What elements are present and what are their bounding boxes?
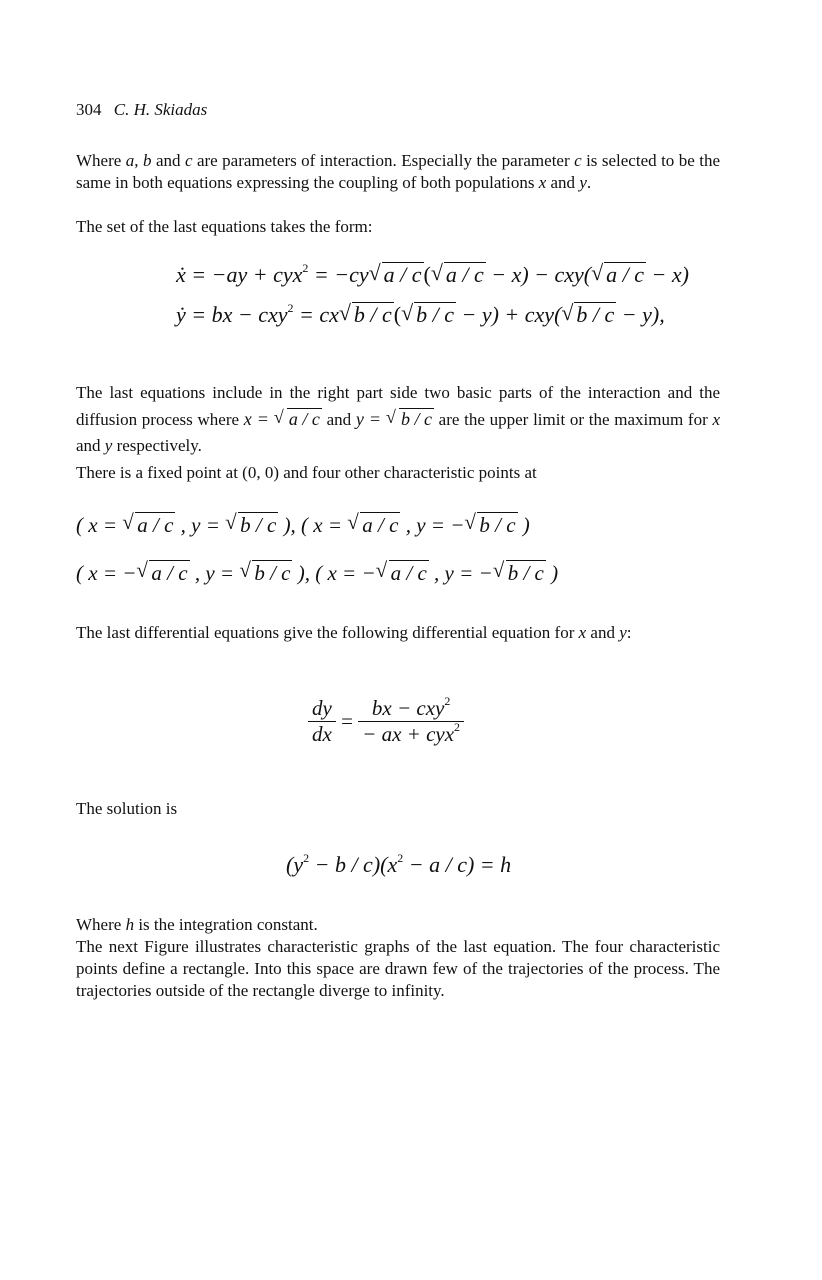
- radicand: b / c: [479, 513, 516, 537]
- text: is the integration constant.: [134, 915, 318, 934]
- radicand: b / c: [416, 302, 454, 327]
- var-y: y: [104, 436, 113, 455]
- eq-part: x =: [243, 409, 274, 429]
- text: and: [321, 410, 356, 429]
- radicand: a / c: [151, 561, 188, 585]
- radicand: a / c: [390, 561, 427, 585]
- eq-part: , y = −: [428, 561, 493, 585]
- sqrt: [136, 560, 189, 586]
- paragraph-fixed-point: [76, 462, 720, 484]
- sqrt: [561, 302, 616, 328]
- eq-part: (y: [286, 852, 304, 877]
- eq-part: − b / c)(x: [309, 852, 398, 877]
- radicand: b / c: [507, 561, 544, 585]
- denominator: dx: [312, 722, 332, 746]
- equation-y-dot: [176, 302, 665, 328]
- sqrt: [464, 512, 517, 538]
- exponent: 2: [444, 694, 451, 708]
- page-number: 304: [76, 100, 102, 119]
- text: The set of the last equations takes the form:: [76, 217, 373, 236]
- text: The solution is: [76, 799, 178, 818]
- sqrt: [431, 262, 486, 288]
- running-header: [76, 100, 207, 120]
- fraction-dy-dx: [308, 696, 336, 747]
- ode-equation: [308, 696, 464, 747]
- eq-part: − x): [646, 262, 689, 287]
- running-author: C. H. Skiadas: [113, 100, 208, 119]
- paragraph-parameters: [76, 150, 720, 194]
- eq-part: ( x = −: [76, 561, 137, 585]
- exponent: 2: [397, 851, 404, 865]
- sqrt: [401, 302, 456, 328]
- eq-part: − ax + cyx: [362, 722, 455, 746]
- paragraph-differential-equation: [76, 622, 720, 644]
- text: are the upper limit or the maximum for: [433, 410, 713, 429]
- var-c: c: [184, 151, 193, 170]
- sqrt: [591, 262, 646, 288]
- text: respectively.: [112, 436, 202, 455]
- text: The last equations include in the right part side two basic parts of the interaction and the diffusion process where: [76, 383, 720, 429]
- eq-part: ), ( x = −: [292, 561, 376, 585]
- text: and: [586, 623, 620, 642]
- sqrt: [225, 512, 278, 538]
- fraction-rhs: [358, 696, 464, 747]
- sqrt: [376, 560, 429, 586]
- text: The next Figure illustrates characteristic graphs of the last equation. The four characteristic points define a rectangle. Into this space are drawn few of the trajectories of the process. The trajectories outside of the rectangle diverge to infinity.: [76, 937, 720, 1000]
- exponent: 2: [302, 261, 309, 275]
- radicand: b / c: [353, 302, 392, 327]
- radicand: a / c: [383, 262, 422, 287]
- characteristic-points-row-1: [76, 512, 530, 538]
- paren: (: [393, 302, 402, 327]
- eq-part: , y =: [175, 513, 226, 537]
- paragraph-figure-description: [76, 936, 720, 1002]
- radicand: b / c: [576, 302, 615, 327]
- eq-part: , y = −: [400, 513, 465, 537]
- eq-part: ), ( x =: [278, 513, 348, 537]
- paragraph-upper-limit: [76, 380, 720, 459]
- eq-part: − x) − cxy(: [485, 262, 592, 287]
- radicand: a / c: [362, 513, 399, 537]
- sqrt: [239, 560, 292, 586]
- eq-part: ): [517, 513, 530, 537]
- paragraph-set-of-equations: [76, 216, 720, 238]
- sqrt: [274, 406, 322, 432]
- var-b: b: [142, 151, 152, 170]
- exponent: 2: [303, 851, 310, 865]
- characteristic-points-row-2: [76, 560, 558, 586]
- var-x: x: [712, 410, 721, 429]
- eq-part: − a / c) = h: [403, 852, 512, 877]
- eq-part: , y =: [189, 561, 240, 585]
- paren: (: [423, 262, 431, 287]
- text: There is a fixed point at (0, 0) and four other characteristic points at: [76, 463, 537, 482]
- exponent: 2: [287, 301, 294, 315]
- eq-part: ): [545, 561, 559, 585]
- var-x: x: [538, 173, 547, 192]
- radicand: b / c: [400, 409, 432, 429]
- equals-sign: =: [341, 709, 353, 733]
- radicand: a / c: [288, 409, 320, 429]
- var-y: y: [619, 623, 627, 642]
- radicand: b / c: [254, 561, 291, 585]
- sqrt: [493, 560, 546, 586]
- sqrt: [369, 262, 424, 288]
- sqrt: [122, 512, 175, 538]
- var-x: x: [578, 623, 587, 642]
- text: are parameters of interaction. Especially the parameter: [192, 151, 575, 170]
- radicand: a / c: [137, 513, 174, 537]
- var-y: y: [579, 173, 587, 192]
- text: .: [586, 173, 592, 192]
- var-a: a: [125, 151, 135, 170]
- eq-part: y =: [355, 409, 386, 429]
- denominator: [358, 722, 464, 747]
- text: The last differential equations give the following differential equation for: [76, 623, 579, 642]
- eq-part: ẏ = bx − cxy: [176, 302, 288, 327]
- inline-math-y: [356, 409, 434, 429]
- equation-x-dot: [176, 262, 689, 288]
- sqrt: [386, 406, 434, 432]
- var-c: c: [574, 151, 582, 170]
- sqrt: [347, 512, 400, 538]
- eq-part: = −cy: [308, 262, 369, 287]
- text: :: [626, 623, 632, 642]
- text: Where: [76, 915, 126, 934]
- var-h: h: [125, 915, 135, 934]
- numerator: [358, 696, 464, 722]
- eq-part: bx − cxy: [371, 696, 445, 720]
- text: Where: [76, 151, 126, 170]
- eq-part: ẋ = −ay + cyx: [176, 262, 303, 287]
- radicand: a / c: [606, 262, 645, 287]
- sqrt: [339, 302, 394, 328]
- eq-part: = cx: [293, 302, 339, 327]
- eq-part: − y),: [616, 302, 665, 327]
- paragraph-solution-intro: [76, 798, 720, 820]
- text: is selected to be the same in both equations expressing the coupling of both populations: [76, 151, 721, 192]
- eq-part: − y) + cxy(: [456, 302, 562, 327]
- numerator: dy: [308, 696, 336, 722]
- text: ,: [134, 151, 143, 170]
- text: and: [151, 151, 185, 170]
- text: and: [546, 173, 580, 192]
- text: and: [76, 436, 105, 455]
- eq-part: ( x =: [76, 513, 123, 537]
- solution-equation: [286, 852, 511, 878]
- inline-math-x: [244, 409, 322, 429]
- exponent: 2: [454, 720, 461, 734]
- radicand: a / c: [445, 262, 484, 287]
- paragraph-integration-constant: [76, 914, 720, 936]
- radicand: b / c: [240, 513, 277, 537]
